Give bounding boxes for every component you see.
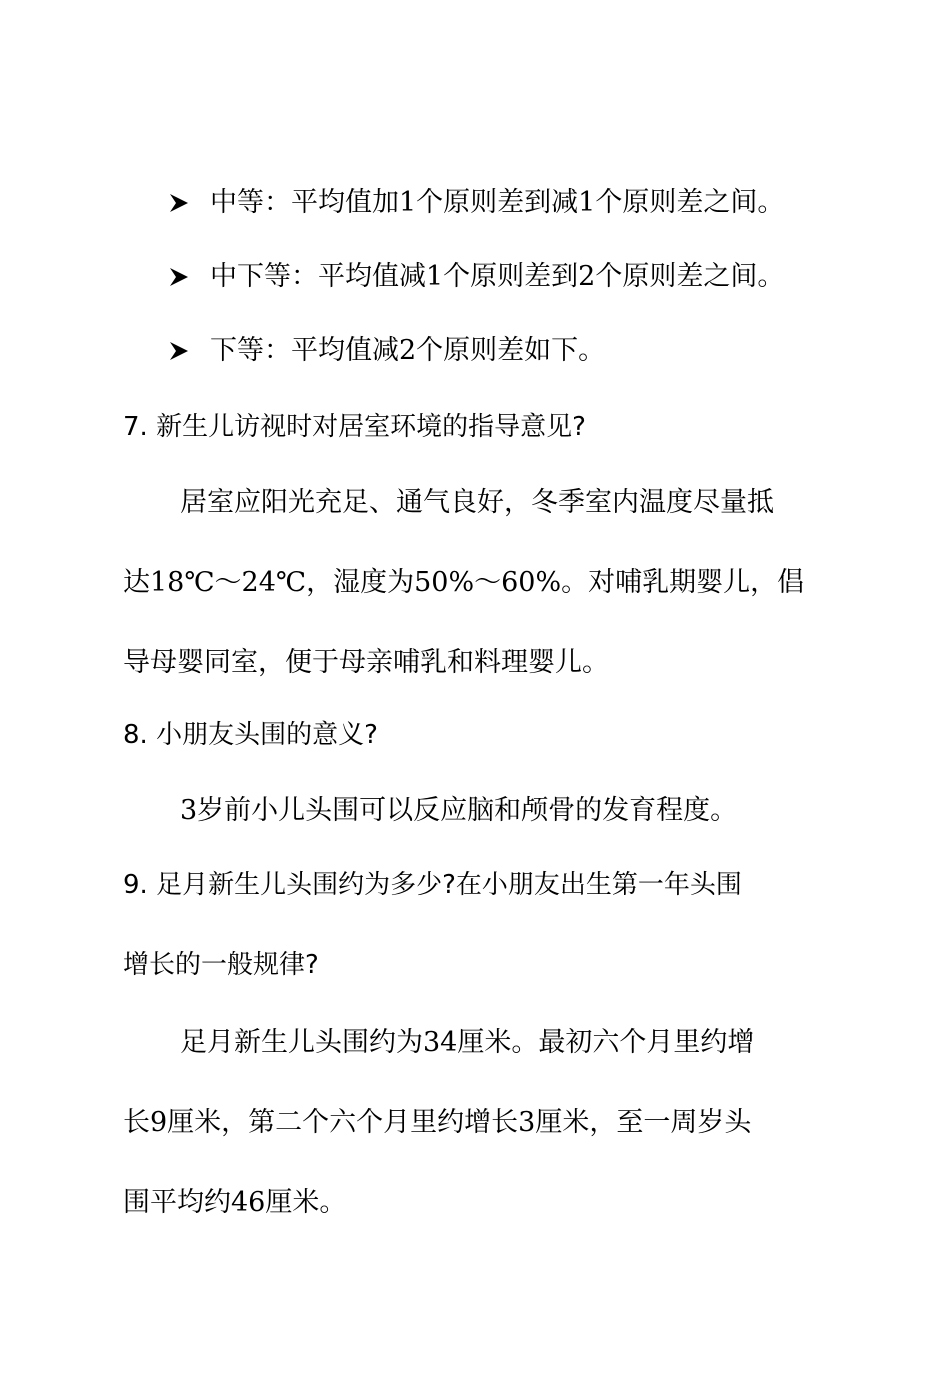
answer-7-line: 达18℃～24℃，湿度为50%～60%。对哺乳期婴儿，倡 bbox=[123, 567, 805, 598]
question-9-heading: 9. 足月新生儿头围约为多少?在小朋友出生第一年头围 bbox=[123, 870, 742, 900]
bullet-text: 中等：平均值加1个原则差到减1个原则差之间。 bbox=[210, 187, 785, 218]
answer-9-line: 长9厘米，第二个六个月里约增长3厘米，至一周岁头 bbox=[123, 1107, 752, 1138]
bullet-item bbox=[168, 334, 605, 368]
answer-9-line: 足月新生儿头围约为34厘米。最初六个月里约增 bbox=[180, 1027, 755, 1058]
bullet-text: 下等：平均值减2个原则差如下。 bbox=[210, 335, 606, 366]
arrow-bullet-icon bbox=[168, 266, 190, 288]
answer-8-line: 3岁前小儿头围可以反应脑和颅骨的发育程度。 bbox=[180, 795, 738, 826]
answer-7-line: 居室应阳光充足、通气良好，冬季室内温度尽量抵 bbox=[180, 487, 774, 518]
bullet-text: 中下等：平均值减1个原则差到2个原则差之间。 bbox=[210, 261, 785, 292]
question-8-heading: 8. 小朋友头围的意义? bbox=[123, 720, 378, 750]
bullet-item bbox=[168, 260, 784, 294]
answer-7-line: 导母婴同室，便于母亲哺乳和料理婴儿。 bbox=[123, 647, 609, 678]
arrow-bullet-icon bbox=[168, 192, 190, 214]
answer-9-line: 围平均约46厘米。 bbox=[123, 1187, 347, 1218]
question-9-heading: 增长的一般规律? bbox=[123, 950, 319, 980]
bullet-item bbox=[168, 186, 784, 220]
question-7-heading: 7. 新生儿访视时对居室环境的指导意见? bbox=[123, 412, 586, 442]
arrow-bullet-icon bbox=[168, 340, 190, 362]
